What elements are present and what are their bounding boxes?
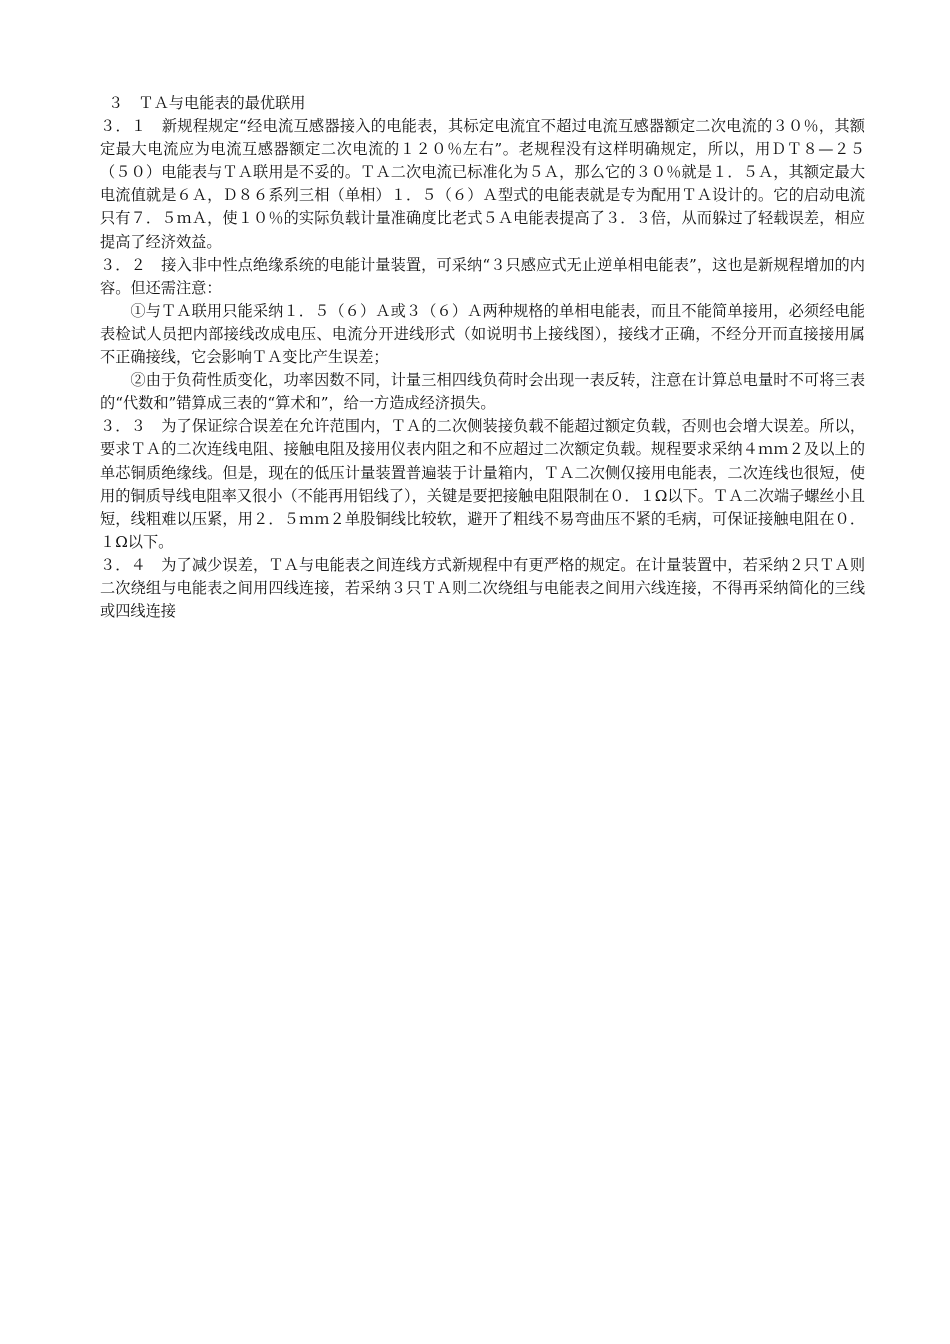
- section-heading: ３ ＴＡ与电能表的最优联用: [108, 94, 306, 112]
- paragraph-note-1: ①与ＴＡ联用只能采纳１．５（６）Ａ或３（６）Ａ两种规格的单相电能表，而且不能简单接用，必须经电能表检试人员把内部接线改成电压、电流分开进线形式（如说明书上接线图），接线才正确，不经分开而直接接用属不正确接线，它会影响ＴＡ变比产生误差；: [100, 301, 865, 367]
- paragraph-3-2: ３．２ 接入非中性点绝缘系统的电能计量装置，可采纳“３只感应式无止逆单相电能表”，这也是新规程增加的内容。但还需注意：: [100, 255, 865, 297]
- paragraph-3-1: ３．１ 新规程规定“经电流互感器接入的电能表，其标定电流宜不超过电流互感器额定二次电流的３０％，其额定最大电流应为电流互感器额定二次电流的１２０％左右”。老规程没有这样明确规定，所以，用ＤＴ８—２５（５０）电能表与ＴＡ联用是不妥的。ＴＡ二次电流已标准化为５Ａ，那么它的３０％就是１．５Ａ，其额定最大电流值就是６Ａ，Ｄ８６系列三相（单相）１．５（６）Ａ型式的电能表就是专为配用ＴＡ设计的。它的启动电流只有７．５ｍＡ，使１０％的实际负载计量准确度比老式５Ａ电能表提高了３．３倍，从而躲过了轻载误差，相应提高了经济效益。: [100, 117, 865, 251]
- document-body: [100, 92, 865, 623]
- paragraph-note-2: ②由于负荷性质变化，功率因数不同，计量三相四线负荷时会出现一表反转，注意在计算总电量时不可将三表的“代数和”错算成三表的“算术和”，给一方造成经济损失。: [100, 371, 865, 413]
- paragraph-3-3: ３．３ 为了保证综合误差在允许范围内，ＴＡ的二次侧装接负载不能超过额定负载，否则也会增大误差。所以，要求ＴＡ的二次连线电阻、接触电阻及接用仪表内阻之和不应超过二次额定负载。规程要求采纳４ｍｍ２及以上的单芯铜质绝缘线。但是，现在的低压计量装置普遍装于计量箱内，ＴＡ二次侧仅接用电能表，二次连线也很短，使用的铜质导线电阻率又很小（不能再用铝线了），关键是要把接触电阻限制在０．１Ω以下。ＴＡ二次端子螺丝小且短，线粗难以压紧，用２．５ｍｍ２单股铜线比较软，避开了粗线不易弯曲压不紧的毛病，可保证接触电阻在０．１Ω以下。: [100, 417, 865, 551]
- paragraph-3-4: ３．４ 为了减少误差，ＴＡ与电能表之间连线方式新规程中有更严格的规定。在计量装置中，若采纳２只ＴＡ则二次绕组与电能表之间用四线连接，若采纳３只ＴＡ则二次绕组与电能表之间用六线连接，不得再采纳简化的三线或四线连接: [100, 555, 866, 621]
